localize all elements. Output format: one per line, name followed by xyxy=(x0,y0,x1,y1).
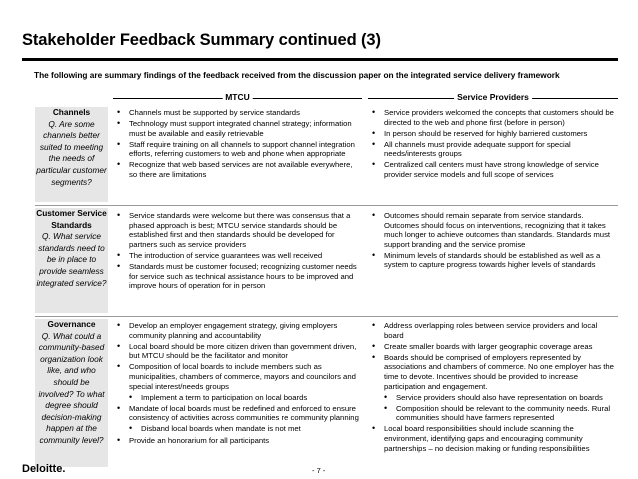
sub-bullet-item: • Disband local boards when mandate is not met xyxy=(113,424,361,434)
standards-mtcu-cell xyxy=(113,211,361,311)
bullet-item: • In person should be reserved for highly barriered customers xyxy=(368,129,618,139)
mtcu-column-header xyxy=(113,92,362,104)
governance-providers-cell xyxy=(368,321,618,473)
row-question: Q. What service standards need to be in place to provide seamless integrated service? xyxy=(36,231,107,288)
governance-mtcu-cell xyxy=(113,321,361,469)
page-subtitle: The following are summary findings of the feedback received from the discussion paper on the integrated service delivery framework xyxy=(34,70,560,80)
bullet-item: • Develop an employer engagement strategy, giving employers community planning and accountability xyxy=(113,321,361,340)
deloitte-logo: Deloitte. xyxy=(22,463,66,475)
row-heading: Channels xyxy=(52,107,91,117)
bullet-item: • The introduction of service guarantees was well received xyxy=(113,251,361,261)
sub-bullet-item: • Implement a term to participation on local boards xyxy=(113,393,361,403)
title-rule xyxy=(22,58,618,61)
bullet-item: • Technology must support integrated channel strategy; information must be available and easily retrievable xyxy=(113,119,361,138)
mtcu-column-label: MTCU xyxy=(222,92,253,102)
providers-column-label: Service Providers xyxy=(454,92,532,102)
sub-bullet-item: • Service providers should also have representation on boards xyxy=(368,393,618,403)
bullet-item: • All channels must provide adequate support for special needs/interests groups xyxy=(368,140,618,159)
bullet-item: • Service providers welcomed the concepts that customers should be directed to the web and phone first (before in person) xyxy=(368,108,618,127)
row-heading: Governance xyxy=(47,319,96,329)
row-divider xyxy=(35,316,618,317)
bullet-item: • Mandate of local boards must be redefined and enforced to ensure consistency of activities across communities re community planning xyxy=(113,404,361,423)
bullet-list xyxy=(113,321,361,445)
page-title: Stakeholder Feedback Summary continued (3) xyxy=(22,31,381,49)
bullet-item: • Minimum levels of standards should be established as well as a system to capture progress towards higher levels of standards xyxy=(368,251,618,270)
row-label-channels xyxy=(35,107,108,202)
standards-providers-cell xyxy=(368,211,618,311)
bullet-list xyxy=(368,321,618,453)
bullet-item: • Standards must be customer focused; recognizing customer needs for service such as technical assistance hours to be improved and improve hours of operation for in person xyxy=(113,262,361,291)
row-divider xyxy=(35,205,618,206)
bullet-item: • Channels must be supported by service standards xyxy=(113,108,361,118)
bullet-item: • Create smaller boards with larger geographic coverage areas xyxy=(368,342,618,352)
row-question: Q. What could a community-based organization look like, and who should be involved? To what degree should decision-making happen at the community level? xyxy=(38,330,105,445)
bullet-list xyxy=(113,211,361,291)
bullet-item: • Outcomes should remain separate from service standards. Outcomes should focus on interventions, recognizing that it takes much longer to achieve outcomes than standards. Standards must support branding and the service promise xyxy=(368,211,618,249)
bullet-item: • Service standards were welcome but there was consensus that a phased approach is best; MTCU service standards should be established first and then standards should be developed for partners such as service providers xyxy=(113,211,361,249)
sub-bullet-item: • Composition should be relevant to the community needs. Rural communities should have farmers represented xyxy=(368,404,618,423)
channels-providers-cell xyxy=(368,108,618,203)
bullet-list xyxy=(368,108,618,180)
bullet-item: • Staff require training on all channels to support channel integration efforts, referring customers to web and phone when appropriate xyxy=(113,140,361,159)
row-label-governance xyxy=(35,319,108,467)
channels-mtcu-cell xyxy=(113,108,361,203)
bullet-list xyxy=(368,211,618,270)
providers-column-header xyxy=(368,92,618,104)
bullet-item: • Recognize that web based services are not available everywhere, so there are limitations xyxy=(113,160,361,179)
bullet-item: • Local board responsibilities should include scanning the environment, identifying gaps and encouraging community partnerships – no decision making or funding responsibilities xyxy=(368,424,618,453)
bullet-item: • Centralized call centers must have strong knowledge of service provider service models and full scope of services xyxy=(368,160,618,179)
bullet-item: • Composition of local boards to include members such as municipalities, chambers of commerce, mayors and councilors and special interest/needs groups xyxy=(113,362,361,391)
row-question: Q. Are some channels better suited to meeting the needs of particular customer segments? xyxy=(36,118,107,187)
page-number: - 7 - xyxy=(312,466,326,475)
bullet-item: • Boards should be comprised of employers represented by associations and chambers of commerce. No one employer has the time to devote. Incentives should be provided to increase participation and engagement. xyxy=(368,353,618,391)
row-label-service-standards xyxy=(35,208,108,313)
row-heading: Customer Service Standards xyxy=(36,208,107,230)
bullet-item: • Provide an honorarium for all participants xyxy=(113,436,361,446)
bullet-item: • Local board should be more citizen driven than government driven, but MTCU should be the facilitator and monitor xyxy=(113,342,361,361)
bullet-item: • Address overlapping roles between service providers and local board xyxy=(368,321,618,340)
bullet-list xyxy=(113,108,361,180)
